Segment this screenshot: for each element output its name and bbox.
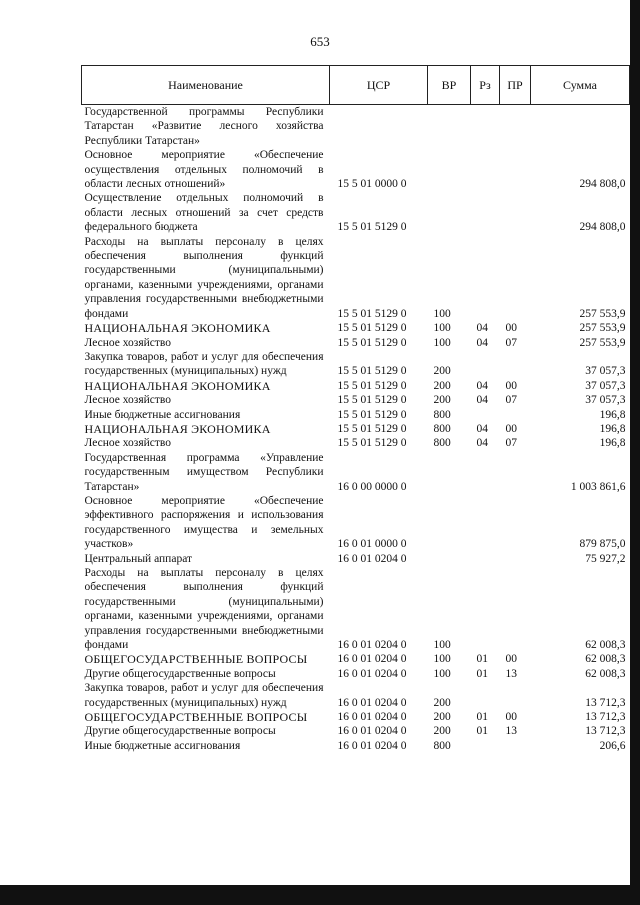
cell-pr <box>500 566 531 652</box>
cell-vr: 200 <box>433 711 451 724</box>
cell-rz <box>471 235 500 321</box>
cell-rz: 04 <box>476 379 488 392</box>
cell-rz: 04 <box>476 322 488 335</box>
cell-pr <box>500 148 531 191</box>
table-row <box>82 379 630 393</box>
cell-csr: 15 5 01 5129 0 <box>337 394 407 407</box>
cell-vr <box>428 191 471 234</box>
table-header-row <box>82 66 630 105</box>
cell-name: Расходы на выплаты персоналу в целях обеспечения выполнения функций государственными (муниципальными) органами, казенными учреждениями, органами управления государственными внебюджетными фондами <box>84 567 324 652</box>
cell-name: Осуществление отдельных полномочий в области лесных отношений за счет средств федерального бюджета <box>84 192 324 234</box>
cell-pr: 00 <box>505 711 517 724</box>
cell-sum: 13 712,3 <box>585 711 626 724</box>
cell-name: НАЦИОНАЛЬНАЯ ЭКОНОМИКА <box>84 321 271 336</box>
cell-vr: 800 <box>433 408 451 421</box>
table-row <box>82 494 630 552</box>
cell-pr: 07 <box>505 437 517 450</box>
table-row <box>82 566 630 652</box>
cell-vr: 100 <box>433 639 451 652</box>
cell-vr <box>428 148 471 191</box>
cell-vr: 200 <box>433 365 451 378</box>
cell-rz <box>471 191 500 234</box>
cell-name: Другие общегосударственные вопросы <box>84 667 276 680</box>
cell-rz: 01 <box>476 711 488 724</box>
cell-sum: 206,6 <box>599 739 626 752</box>
cell-vr: 100 <box>433 322 451 335</box>
cell-rz <box>471 739 500 753</box>
cell-name: Государственной программы Республики Татарстан «Развитие лесного хозяйства Республики Татарстан» <box>84 106 324 147</box>
cell-rz: 01 <box>476 667 488 680</box>
cell-name: Лесное хозяйство <box>84 437 172 450</box>
cell-vr: 800 <box>433 739 451 752</box>
header-pr: ПР <box>500 66 531 105</box>
table-row <box>82 422 630 436</box>
table-row <box>82 408 630 422</box>
cell-name: Расходы на выплаты персоналу в целях обеспечения выполнения функций государственными (муниципальными) органами, казенными учреждениями, органами управления государственными внебюджетными фондами <box>84 235 324 320</box>
cell-vr <box>428 494 471 552</box>
table-row <box>82 667 630 681</box>
cell-csr: 15 5 01 5129 0 <box>337 408 407 421</box>
cell-csr: 15 5 01 5129 0 <box>337 336 407 349</box>
cell-pr <box>500 408 531 422</box>
cell-sum: 37 057,3 <box>585 379 626 392</box>
cell-sum: 1 003 861,6 <box>570 480 626 493</box>
cell-vr: 100 <box>433 653 451 666</box>
cell-csr: 15 5 01 5129 0 <box>337 221 407 234</box>
cell-rz <box>471 566 500 652</box>
cell-sum: 196,8 <box>599 422 626 435</box>
cell-csr: 16 0 01 0204 0 <box>337 552 407 565</box>
cell-csr: 15 5 01 5129 0 <box>337 437 407 450</box>
cell-sum: 196,8 <box>599 408 626 421</box>
cell-vr: 100 <box>433 307 451 320</box>
cell-name: ОБЩЕГОСУДАРСТВЕННЫЕ ВОПРОСЫ <box>84 652 308 667</box>
cell-vr <box>428 552 471 566</box>
cell-csr: 16 0 01 0204 0 <box>337 639 407 652</box>
cell-csr: 16 0 01 0204 0 <box>337 653 407 666</box>
cell-pr: 13 <box>505 667 517 680</box>
cell-csr: 15 5 01 5129 0 <box>337 365 407 378</box>
cell-vr: 100 <box>433 667 451 680</box>
cell-name: Лесное хозяйство <box>84 394 172 407</box>
cell-sum: 75 927,2 <box>585 552 626 565</box>
cell-name: Иные бюджетные ассигнования <box>84 739 241 752</box>
cell-sum: 37 057,3 <box>585 394 626 407</box>
header-vr: ВР <box>428 66 471 105</box>
table-body <box>82 105 630 754</box>
cell-pr: 00 <box>505 379 517 392</box>
cell-rz <box>471 105 500 149</box>
cell-name: НАЦИОНАЛЬНАЯ ЭКОНОМИКА <box>84 421 271 436</box>
cell-pr <box>500 105 531 149</box>
table-row <box>82 552 630 566</box>
cell-sum: 62 008,3 <box>585 639 626 652</box>
header-csr: ЦСР <box>330 66 428 105</box>
cell-vr: 200 <box>433 394 451 407</box>
table-row <box>82 191 630 234</box>
cell-rz <box>471 408 500 422</box>
cell-rz <box>471 681 500 710</box>
cell-sum: 257 553,9 <box>579 336 626 349</box>
cell-sum: 196,8 <box>599 437 626 450</box>
cell-name: Лесное хозяйство <box>84 336 172 349</box>
header-name: Наименование <box>82 66 330 105</box>
cell-csr: 16 0 01 0204 0 <box>337 739 407 752</box>
cell-sum: 13 712,3 <box>585 725 626 738</box>
cell-sum: 13 712,3 <box>585 696 626 709</box>
cell-pr: 00 <box>505 322 517 335</box>
table-row <box>82 739 630 753</box>
cell-rz <box>471 451 500 494</box>
cell-csr: 16 0 00 0000 0 <box>337 480 407 493</box>
cell-rz <box>471 494 500 552</box>
cell-rz <box>471 350 500 379</box>
cell-name: ОБЩЕГОСУДАРСТВЕННЫЕ ВОПРОСЫ <box>84 710 308 725</box>
cell-csr: 15 5 01 0000 0 <box>337 178 407 191</box>
cell-csr: 15 5 01 5129 0 <box>337 422 407 435</box>
cell-pr: 00 <box>505 653 517 666</box>
table-row <box>82 436 630 450</box>
cell-sum: 879 875,0 <box>579 538 626 551</box>
cell-pr: 07 <box>505 336 517 349</box>
cell-pr <box>500 191 531 234</box>
cell-rz: 04 <box>476 394 488 407</box>
table-row <box>82 235 630 321</box>
header-sum: Сумма <box>531 66 630 105</box>
table-row <box>82 321 630 335</box>
cell-vr: 200 <box>433 696 451 709</box>
cell-pr: 07 <box>505 394 517 407</box>
scan-border-right <box>630 0 640 905</box>
cell-csr: 16 0 01 0204 0 <box>337 667 407 680</box>
cell-pr <box>500 552 531 566</box>
cell-pr <box>500 739 531 753</box>
table-row <box>82 724 630 738</box>
cell-pr <box>500 235 531 321</box>
cell-rz <box>471 148 500 191</box>
cell-pr: 13 <box>505 725 517 738</box>
table-row <box>82 652 630 666</box>
cell-csr: 15 5 01 5129 0 <box>337 307 407 320</box>
cell-rz: 04 <box>476 336 488 349</box>
cell-rz <box>471 552 500 566</box>
cell-vr: 200 <box>433 725 451 738</box>
cell-csr <box>330 105 428 149</box>
cell-sum: 62 008,3 <box>585 653 626 666</box>
cell-pr <box>500 681 531 710</box>
table-row <box>82 336 630 350</box>
cell-sum: 62 008,3 <box>585 667 626 680</box>
cell-vr: 200 <box>433 379 451 392</box>
cell-name: Основное мероприятие «Обеспечение осуществления отдельных полномочий в области лесных отношений» <box>84 149 324 191</box>
table-row <box>82 105 630 149</box>
budget-table <box>81 65 630 753</box>
scan-border-bottom <box>0 885 640 905</box>
cell-pr <box>500 494 531 552</box>
table-row <box>82 148 630 191</box>
cell-pr <box>500 350 531 379</box>
cell-sum <box>531 105 630 149</box>
cell-sum: 37 057,3 <box>585 365 626 378</box>
page-number: 653 <box>310 34 330 49</box>
cell-name: Закупка товаров, работ и услуг для обеспечения государственных (муниципальных) нужд <box>84 682 324 709</box>
table-row <box>82 393 630 407</box>
cell-name: Центральный аппарат <box>84 552 193 565</box>
table-row <box>82 681 630 710</box>
cell-pr: 00 <box>505 422 517 435</box>
cell-sum: 294 808,0 <box>579 178 626 191</box>
cell-name: Основное мероприятие «Обеспечение эффективного распоряжения и использования государственного имущества и земельных участков» <box>84 494 324 551</box>
cell-name: Иные бюджетные ассигнования <box>84 408 241 421</box>
cell-csr: 15 5 01 5129 0 <box>337 379 407 392</box>
cell-sum: 257 553,9 <box>579 307 626 320</box>
table-row <box>82 451 630 494</box>
cell-csr: 16 0 01 0204 0 <box>337 696 407 709</box>
cell-pr <box>500 451 531 494</box>
cell-name: Государственная программа «Управление государственным имуществом Республики Татарстан» <box>84 451 324 493</box>
header-rz: Рз <box>471 66 500 105</box>
cell-csr: 15 5 01 5129 0 <box>337 322 407 335</box>
cell-vr <box>428 451 471 494</box>
cell-name: Другие общегосударственные вопросы <box>84 725 276 738</box>
cell-csr: 16 0 01 0204 0 <box>337 711 407 724</box>
cell-vr: 100 <box>433 336 451 349</box>
cell-rz: 01 <box>476 725 488 738</box>
cell-sum: 257 553,9 <box>579 322 626 335</box>
cell-csr: 16 0 01 0000 0 <box>337 538 407 551</box>
cell-sum: 294 808,0 <box>579 221 626 234</box>
cell-rz: 04 <box>476 422 488 435</box>
cell-rz: 04 <box>476 437 488 450</box>
cell-vr <box>428 105 471 149</box>
cell-vr: 800 <box>433 422 451 435</box>
cell-name: НАЦИОНАЛЬНАЯ ЭКОНОМИКА <box>84 378 271 393</box>
cell-name: Закупка товаров, работ и услуг для обеспечения государственных (муниципальных) нужд <box>84 350 324 378</box>
cell-rz: 01 <box>476 653 488 666</box>
cell-csr: 16 0 01 0204 0 <box>337 725 407 738</box>
table-row <box>82 710 630 724</box>
table-row <box>82 350 630 379</box>
cell-vr: 800 <box>433 437 451 450</box>
